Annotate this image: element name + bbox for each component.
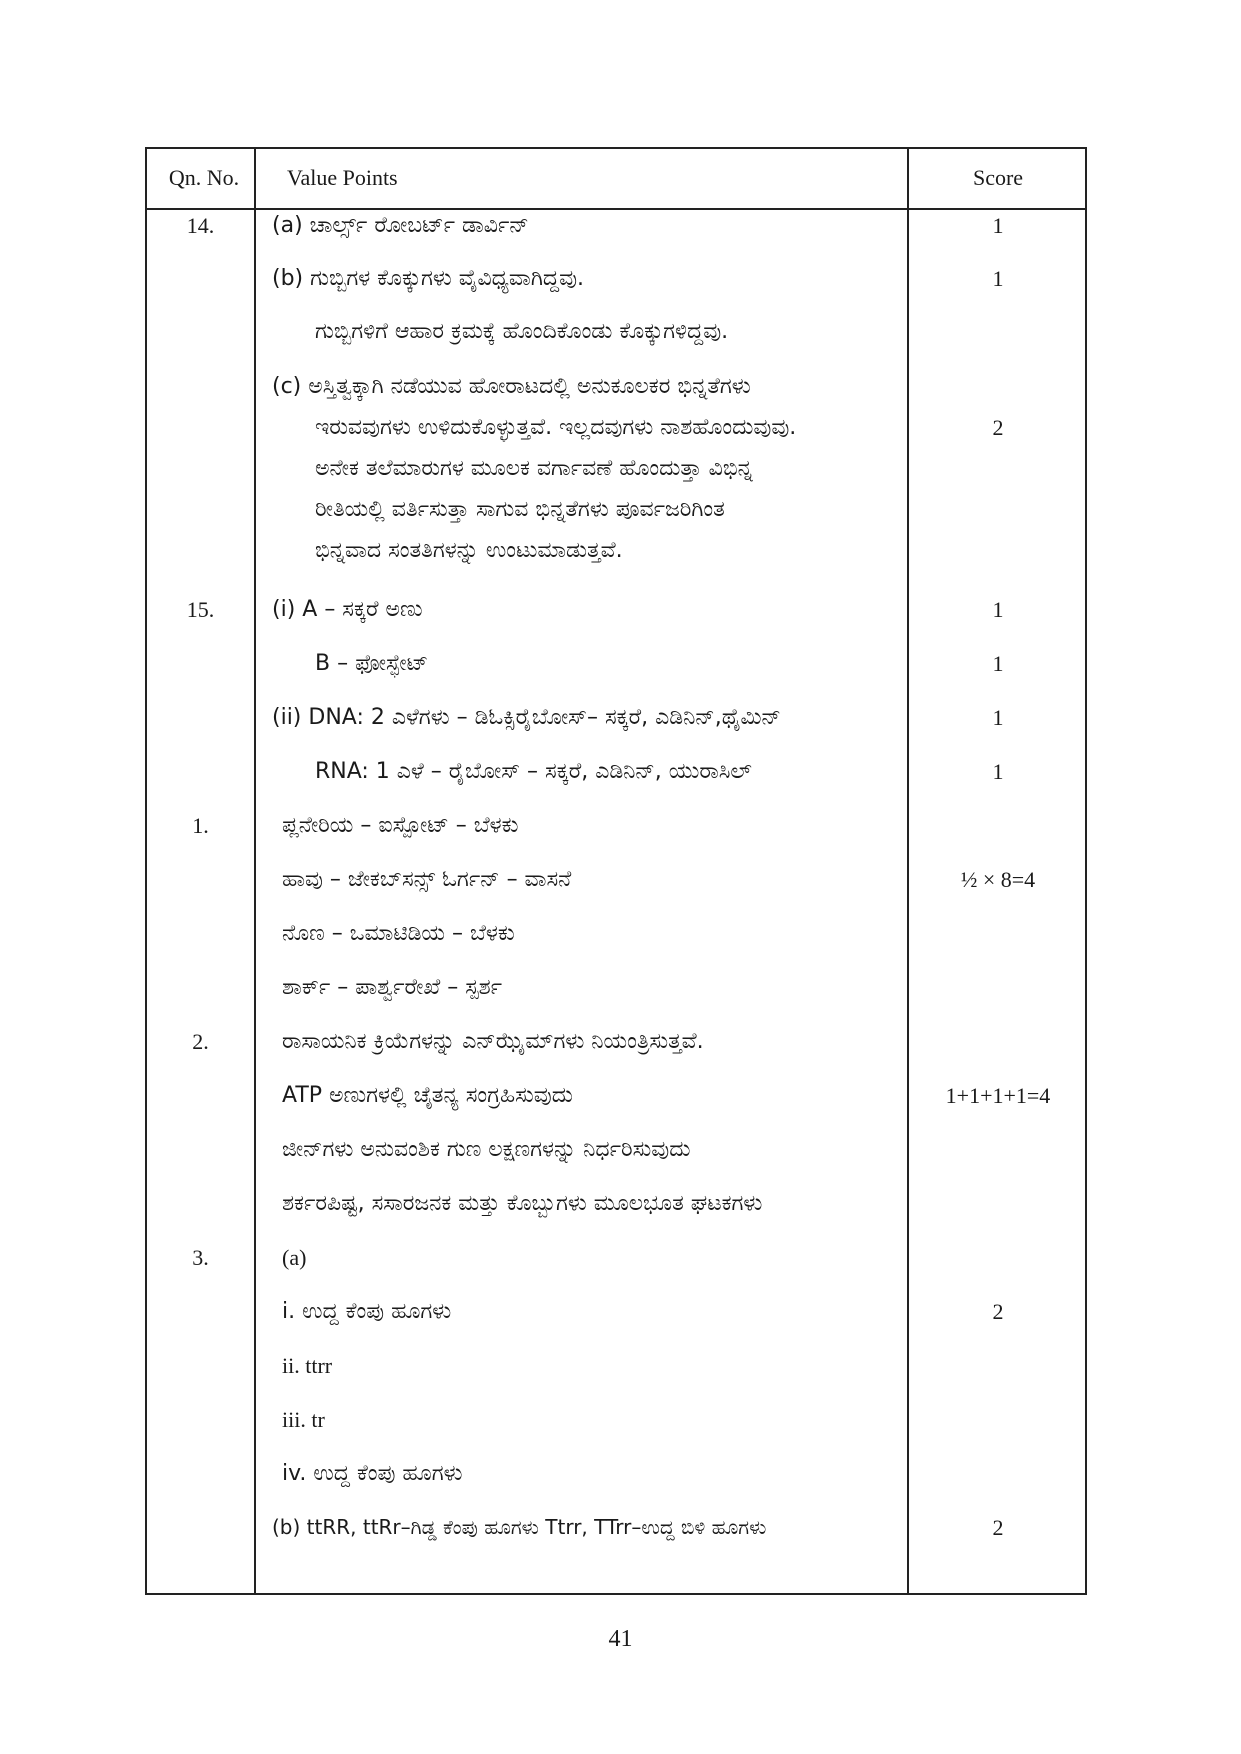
table-row bbox=[147, 597, 1085, 637]
table-row bbox=[147, 651, 1085, 691]
value-point: iii. tr bbox=[282, 1407, 325, 1432]
table-row bbox=[147, 975, 1085, 1015]
value-point: ಅನೇಕ ತಲೆಮಾರುಗಳ ಮೂಲಕ ವರ್ಗಾವಣೆ ಹೊಂದುತ್ತಾ ವಿಭಿನ್ನ bbox=[315, 456, 753, 481]
value-point: ನೊಣ – ಒಮಾಟಿಡಿಯ – ಬೆಳಕು bbox=[282, 921, 515, 946]
value-point: ಜೀನ್‌ಗಳು ಅನುವಂಶಿಕ ಗುಣ ಲಕ್ಷಣಗಳನ್ನು ನಿರ್ಧರಿಸುವುದು bbox=[282, 1137, 691, 1162]
value-point: ATP ಅಣುಗಳಲ್ಲಿ ಚೈತನ್ಯ ಸಂಗ್ರಹಿಸುವುದು bbox=[282, 1083, 573, 1108]
table-row bbox=[147, 1353, 1085, 1393]
value-point: (c) ಅಸ್ತಿತ್ವಕ್ಕಾಗಿ ನಡೆಯುವ ಹೋರಾಟದಲ್ಲಿ ಅನುಕೂಲಕರ ಭಿನ್ನತೆಗಳು bbox=[272, 374, 751, 399]
table-row bbox=[147, 1461, 1085, 1501]
table-row bbox=[147, 1137, 1085, 1177]
table-row bbox=[147, 921, 1085, 961]
question-number: 2. bbox=[192, 1029, 209, 1054]
value-point: ರಾಸಾಯನಿಕ ಕ್ರಿಯೆಗಳನ್ನು ಎನ್‌ಝೈಮ್‌ಗಳು ನಿಯಂತ್ರಿಸುತ್ತವೆ. bbox=[282, 1029, 704, 1054]
value-point: (a) bbox=[282, 1245, 307, 1270]
table-row bbox=[147, 1299, 1085, 1339]
table-row bbox=[147, 759, 1085, 799]
score-cell: 1 bbox=[992, 213, 1004, 238]
table-row bbox=[147, 705, 1085, 745]
table-row bbox=[147, 374, 1085, 414]
score-cell: 1 bbox=[992, 266, 1004, 291]
score-cell: ½ × 8=4 bbox=[960, 867, 1036, 892]
value-point: ಶಾರ್ಕ್ – ಪಾರ್ಶ್ವರೇಖೆ – ಸ್ಪರ್ಶ bbox=[282, 975, 503, 1000]
score-cell: 1+1+1+1=4 bbox=[945, 1083, 1051, 1108]
value-point: ಹಾವು – ಜೇಕಬ್‌ಸನ್ಸ್ ಓರ್ಗನ್ – ವಾಸನೆ bbox=[282, 867, 572, 892]
question-number: 14. bbox=[186, 213, 215, 238]
table-row bbox=[147, 497, 1085, 537]
table-row bbox=[147, 266, 1085, 306]
score-cell: 1 bbox=[992, 651, 1004, 676]
page-number: 41 bbox=[608, 1626, 633, 1652]
value-point: (b) ttRR, ttRr–ಗಿಡ್ಡ ಕೆಂಪು ಹೂಗಳು Ttrr, TTrr–ಉದ್ದ ಬಿಳಿ ಹೂಗಳು bbox=[272, 1515, 767, 1539]
table-row bbox=[147, 319, 1085, 359]
table-row bbox=[147, 415, 1085, 455]
table-row bbox=[147, 813, 1085, 853]
value-point: (b) ಗುಬ್ಬಿಗಳ ಕೊಕ್ಕುಗಳು ವೈವಿಧ್ಯವಾಗಿದ್ದವು. bbox=[272, 266, 584, 291]
table-row bbox=[147, 1407, 1085, 1447]
value-point: ಶರ್ಕರಪಿಷ್ಟ, ಸಸಾರಜನಕ ಮತ್ತು ಕೊಬ್ಬುಗಳು ಮೂಲಭೂತ ಘಟಕಗಳು bbox=[282, 1191, 763, 1216]
table-row bbox=[147, 1083, 1085, 1123]
value-point: B – ಫೋಸ್ಫೇಟ್ bbox=[315, 651, 429, 676]
header-value-points: Value Points bbox=[287, 165, 398, 190]
value-point: (a) ಚಾರ್ಲ್ಸ್ ರೋಬರ್ಟ್ ಡಾರ್ವಿನ್ bbox=[272, 213, 529, 238]
table-row bbox=[147, 1245, 1085, 1285]
header-divider bbox=[147, 208, 1085, 210]
table-row bbox=[147, 456, 1085, 496]
value-point: ಪ್ಲನೇರಿಯ – ಐಸ್ಪೋಟ್ – ಬೆಳಕು bbox=[282, 813, 519, 838]
score-cell: 1 bbox=[992, 597, 1004, 622]
value-point: ರೀತಿಯಲ್ಲಿ ವರ್ತಿಸುತ್ತಾ ಸಾಗುವ ಭಿನ್ನತೆಗಳು ಪೂರ್ವಜರಿಗಿಂತ bbox=[315, 497, 725, 522]
table-row bbox=[147, 1029, 1085, 1069]
score-cell: 2 bbox=[992, 1515, 1004, 1540]
question-number: 3. bbox=[192, 1245, 209, 1270]
value-point: iv. ಉದ್ದ ಕೆಂಪು ಹೂಗಳು bbox=[282, 1461, 463, 1486]
score-cell: 2 bbox=[992, 415, 1004, 440]
value-point: ii. ttrr bbox=[282, 1353, 333, 1378]
table-row bbox=[147, 538, 1085, 578]
table-row bbox=[147, 867, 1085, 907]
value-points-table bbox=[145, 147, 1087, 1595]
question-number: 15. bbox=[186, 597, 215, 622]
score-cell: 1 bbox=[992, 705, 1004, 730]
score-cell: 1 bbox=[992, 759, 1004, 784]
value-point: ಇರುವವುಗಳು ಉಳಿದುಕೊಳ್ಳುತ್ತವೆ. ಇಲ್ಲದವುಗಳು ನಾಶಹೊಂದುವುವು. bbox=[315, 415, 797, 440]
score-cell: 2 bbox=[992, 1299, 1004, 1324]
table-row bbox=[147, 213, 1085, 253]
value-point: ಗುಬ್ಬಿಗಳಿಗೆ ಆಹಾರ ಕ್ರಮಕ್ಕೆ ಹೊಂದಿಕೊಂಡು ಕೊಕ್ಕುಗಳಿದ್ದವು. bbox=[315, 319, 729, 344]
header-qn: Qn. No. bbox=[168, 165, 240, 190]
table-row bbox=[147, 1191, 1085, 1231]
question-number: 1. bbox=[192, 813, 209, 838]
value-point: i. ಉದ್ದ ಕೆಂಪು ಹೂಗಳು bbox=[282, 1299, 452, 1324]
value-point: (i) A – ಸಕ್ಕರೆ ಅಣು bbox=[272, 597, 423, 622]
header-score: Score bbox=[972, 165, 1024, 190]
value-point: RNA: 1 ಎಳೆ – ರೈಬೋಸ್ – ಸಕ್ಕರೆ, ಎಡಿನಿನ್, ಯುರಾಸಿಲ್ bbox=[315, 759, 752, 784]
table-row bbox=[147, 1515, 1085, 1555]
value-point: ಭಿನ್ನವಾದ ಸಂತತಿಗಳನ್ನು ಉಂಟುಮಾಡುತ್ತವೆ. bbox=[315, 538, 623, 563]
value-point: (ii) DNA: 2 ಎಳೆಗಳು – ಡಿಓಕ್ಸಿರೈಬೋಸ್– ಸಕ್ಕರೆ, ಎಡಿನಿನ್,ಥೈಮಿನ್ bbox=[272, 705, 781, 730]
